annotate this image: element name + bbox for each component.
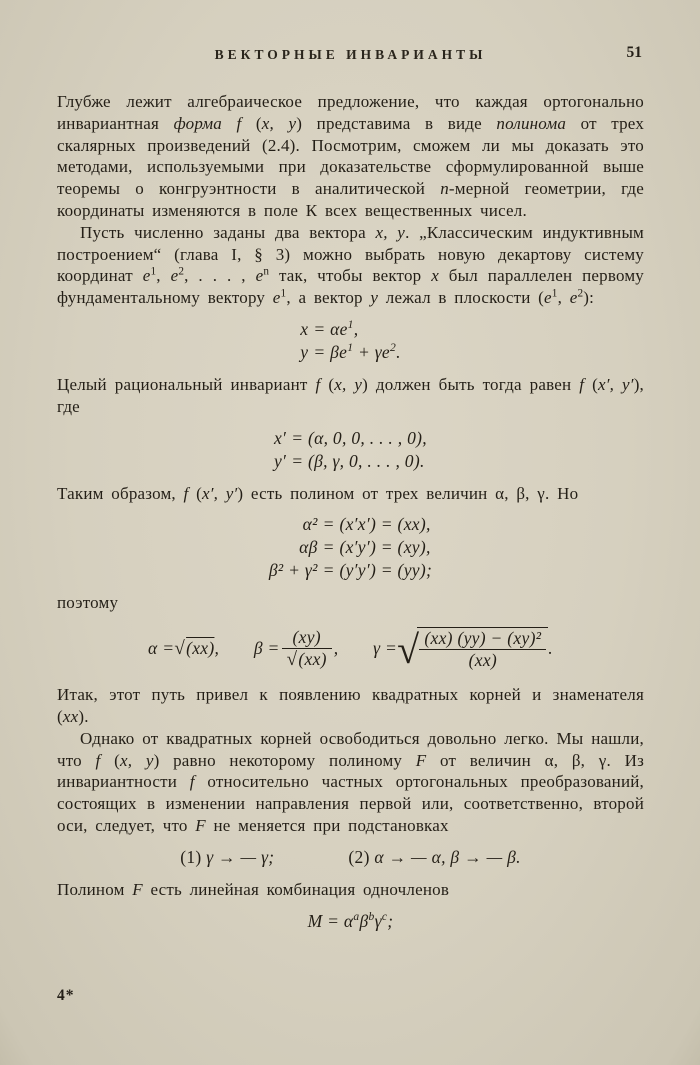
- radical-icon: √: [174, 638, 186, 660]
- gamma-fraction: [419, 629, 546, 670]
- beta-numerator: (xy): [282, 628, 332, 649]
- paragraph-invariant-equal: Целый рациональный инвариант f (x, y) должен быть тогда равен f (x′, y′), где: [57, 374, 644, 416]
- substitution-1: [180, 846, 274, 869]
- alpha-lhs: α =: [148, 638, 175, 659]
- paragraph-square-roots-result: Итак, этот путь привел к появлению квадратных корней и знаменателя (xx).: [57, 685, 644, 726]
- radical-icon: √: [286, 649, 298, 671]
- formula-vector-decomposition: [57, 318, 644, 364]
- equation-rhs: = (x′x′) = (xx),: [322, 514, 431, 535]
- equation-group: [300, 318, 401, 364]
- paragraph-linear-combination: Полином F есть линейная комбинация одночленов: [57, 879, 450, 899]
- alpha-tail: ,: [214, 638, 220, 659]
- formula-root-expressions: [57, 627, 644, 670]
- gamma-expression: γ = √ $\frac{\text{(xx) (yy) − (xy)²}}{(xx)}$ .: [373, 626, 553, 672]
- equation-lhs: α²: [302, 514, 318, 535]
- gamma-numerator: (xx) (yy) − (xy)²: [419, 629, 546, 650]
- equation-rhs: = $\alpha e^1$,: [313, 318, 359, 339]
- gamma-tail: .: [548, 638, 553, 659]
- beta-lhs: β =: [253, 638, 280, 659]
- page-header: [57, 46, 644, 64]
- formula-coordinate-tuples: [57, 427, 644, 473]
- equation-lhs: y′: [273, 450, 287, 471]
- signature-mark: 4*: [57, 987, 75, 1004]
- paragraph-therefore: поэтому: [57, 593, 119, 613]
- page-number: 51: [626, 44, 642, 61]
- alpha-expression: [148, 637, 219, 660]
- equation-rhs: = (β, γ, 0, . . . , 0).: [291, 450, 425, 471]
- gamma-radicand: [417, 627, 548, 670]
- equation-lhs: αβ: [299, 537, 318, 558]
- equation-rhs: = (x′y′) = (xy),: [322, 537, 431, 558]
- equation-group: [274, 427, 427, 473]
- running-title: ВЕКТОРНЫЕ ИНВАРИАНТЫ: [214, 47, 487, 62]
- paragraph-vectors-setup: Пусть численно заданы два вектора x, y. „Классическим индуктивным построением“ (глава I, § 3) можно выбрать новую декартову систему координат $e^1$, $e^2$, . . . , $e^n$ так, чтобы вектор x был параллелен первому фундаментальному вектору $e^1$, а вектор y лежал в плоскости ($e^1$, $e^2$):: [57, 222, 645, 308]
- beta-fraction: [282, 628, 332, 669]
- substitution-row: [57, 846, 644, 869]
- substitution-1-expr: γ → — γ;: [206, 846, 275, 867]
- equation-lhs: β² + γ²: [268, 560, 318, 581]
- substitution-1-label: (1): [180, 846, 202, 867]
- formula-monomial: $M = \alpha^a\beta^b\gamma^c$;: [307, 910, 394, 931]
- gamma-lhs: γ =: [373, 638, 398, 659]
- gamma-denominator: (xx): [468, 650, 498, 671]
- equation-group: [269, 513, 432, 582]
- paragraph-intro: Глубже лежит алгебраическое предложение, что каждая ортогонально инвариантная форма f (x, y) представима в виде полинома от трех скалярных произведений (2.4). Посмотрим, сможем ли мы доказать это методами, используемыми при доказательстве сформулированной выше теоремы о конгруэнтности в аналитической n-мерной геометрии, где координаты изменяются в поле К всех вещественных чисел.: [57, 92, 645, 220]
- paragraph-polynomial-of-three: Таким образом, f (x′, y′) есть полином от трех величин α, β, γ. Но: [57, 483, 579, 503]
- paragraph-eliminate-roots: Однако от квадратных корней освободиться довольно легко. Мы нашли, что f (x, y) равно некоторому полиному F от величин α, β, γ. Из инвариантности f относительно частных ортогональных преобразований, состоящих в изменении направления первой или, соответственно, второй оси, следует, что F не меняется при подстановках: [57, 728, 644, 835]
- substitution-2-expr: α → — α, β → — β.: [374, 846, 521, 867]
- alpha-radicand: (xx): [186, 638, 215, 659]
- beta-expression: [254, 628, 339, 669]
- equation-rhs: = (α, 0, 0, . . . , 0),: [291, 427, 427, 448]
- beta-tail: ,: [333, 638, 339, 659]
- formula-substitutions: [57, 846, 644, 869]
- substitution-2-label: (2): [348, 846, 370, 867]
- formula-scalar-products: [57, 513, 644, 582]
- equation-rhs: = $\beta e^1 + \gamma e^2$.: [313, 341, 401, 362]
- substitution-2: [348, 846, 520, 869]
- equation-rhs: = (y′y′) = (yy);: [322, 560, 433, 581]
- beta-denominator: √(xx): [286, 649, 327, 671]
- equation-lhs: y: [300, 341, 309, 362]
- equation-lhs: x: [300, 318, 309, 339]
- equation-lhs: x′: [273, 427, 287, 448]
